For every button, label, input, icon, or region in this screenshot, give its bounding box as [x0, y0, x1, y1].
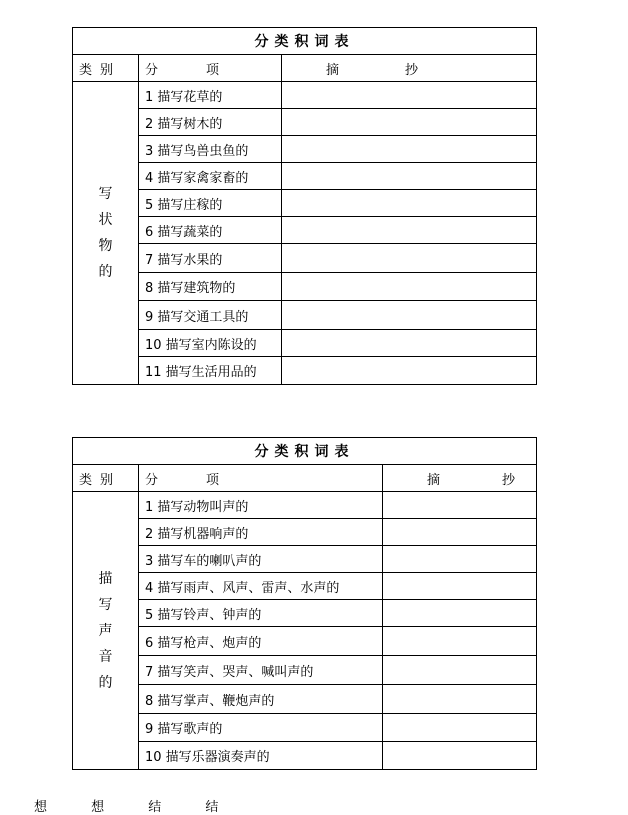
copy-cell[interactable] [282, 357, 537, 385]
copy-cell[interactable] [383, 573, 537, 600]
header-item-b: 项 [206, 472, 220, 488]
header-item-a: 分 [145, 472, 159, 488]
header-item [139, 55, 282, 82]
item-cell: 3 描写鸟兽虫鱼的 [139, 136, 282, 163]
header-copy-a: 摘 [326, 62, 340, 78]
item-cell: 9 描写交通工具的 [139, 301, 282, 330]
copy-cell[interactable] [383, 627, 537, 656]
item-cell: 1 描写花草的 [139, 82, 282, 109]
copy-cell[interactable] [282, 136, 537, 163]
header-item-a: 分 [145, 62, 159, 78]
header-category: 类别 [73, 55, 139, 82]
item-cell: 1 描写动物叫声的 [139, 492, 383, 519]
category-label [99, 566, 113, 696]
table-title: 分类积词表 [73, 28, 537, 55]
item-cell: 7 描写水果的 [139, 244, 282, 273]
item-cell: 5 描写庄稼的 [139, 190, 282, 217]
category-char: 物 [98, 238, 113, 254]
table-title: 分类积词表 [73, 438, 537, 465]
footer-partial-text: 想 想 结 结 [34, 800, 239, 815]
copy-cell[interactable] [383, 742, 537, 770]
item-cell: 9 描写歌声的 [139, 714, 383, 742]
category-char: 写 [98, 186, 113, 202]
copy-cell[interactable] [282, 244, 537, 273]
item-cell: 10 描写室内陈设的 [139, 330, 282, 357]
copy-cell[interactable] [282, 163, 537, 190]
copy-cell[interactable] [383, 600, 537, 627]
copy-cell[interactable] [383, 714, 537, 742]
header-copy [282, 55, 537, 82]
header-copy-b: 抄 [405, 62, 419, 78]
vocab-table-1 [72, 27, 537, 385]
item-cell: 5 描写铃声、钟声的 [139, 600, 383, 627]
header-copy-b: 抄 [502, 472, 516, 488]
copy-cell[interactable] [282, 109, 537, 136]
copy-cell[interactable] [282, 217, 537, 244]
category-cell [73, 492, 139, 770]
item-cell: 10 描写乐器演奏声的 [139, 742, 383, 770]
vocab-table-2 [72, 437, 537, 770]
item-cell: 2 描写树木的 [139, 109, 282, 136]
item-cell: 2 描写机器响声的 [139, 519, 383, 546]
copy-cell[interactable] [282, 301, 537, 330]
item-cell: 6 描写枪声、炮声的 [139, 627, 383, 656]
copy-cell[interactable] [282, 273, 537, 301]
item-cell: 11 描写生活用品的 [139, 357, 282, 385]
header-item-b: 项 [206, 62, 220, 78]
copy-cell[interactable] [383, 685, 537, 714]
copy-cell[interactable] [383, 492, 537, 519]
category-char: 状 [98, 212, 113, 228]
item-cell: 4 描写雨声、风声、雷声、水声的 [139, 573, 383, 600]
item-cell: 4 描写家禽家畜的 [139, 163, 282, 190]
category-char: 的 [98, 674, 113, 691]
copy-cell[interactable] [282, 330, 537, 357]
item-cell: 7 描写笑声、哭声、喊叫声的 [139, 656, 383, 685]
category-char: 音 [98, 648, 113, 665]
copy-cell[interactable] [383, 546, 537, 573]
copy-cell[interactable] [383, 519, 537, 546]
item-cell: 6 描写蔬菜的 [139, 217, 282, 244]
category-label [99, 181, 113, 285]
category-char: 描 [98, 570, 113, 587]
copy-cell[interactable] [282, 82, 537, 109]
category-cell [73, 82, 139, 385]
header-copy-a: 摘 [427, 472, 441, 488]
category-char: 写 [98, 596, 113, 613]
item-cell: 3 描写车的喇叭声的 [139, 546, 383, 573]
category-char: 声 [98, 622, 113, 639]
header-category: 类别 [73, 465, 139, 492]
category-char: 的 [98, 264, 113, 280]
item-cell: 8 描写建筑物的 [139, 273, 282, 301]
header-item [139, 465, 383, 492]
copy-cell[interactable] [383, 656, 537, 685]
copy-cell[interactable] [282, 190, 537, 217]
header-copy [383, 465, 537, 492]
item-cell: 8 描写掌声、鞭炮声的 [139, 685, 383, 714]
